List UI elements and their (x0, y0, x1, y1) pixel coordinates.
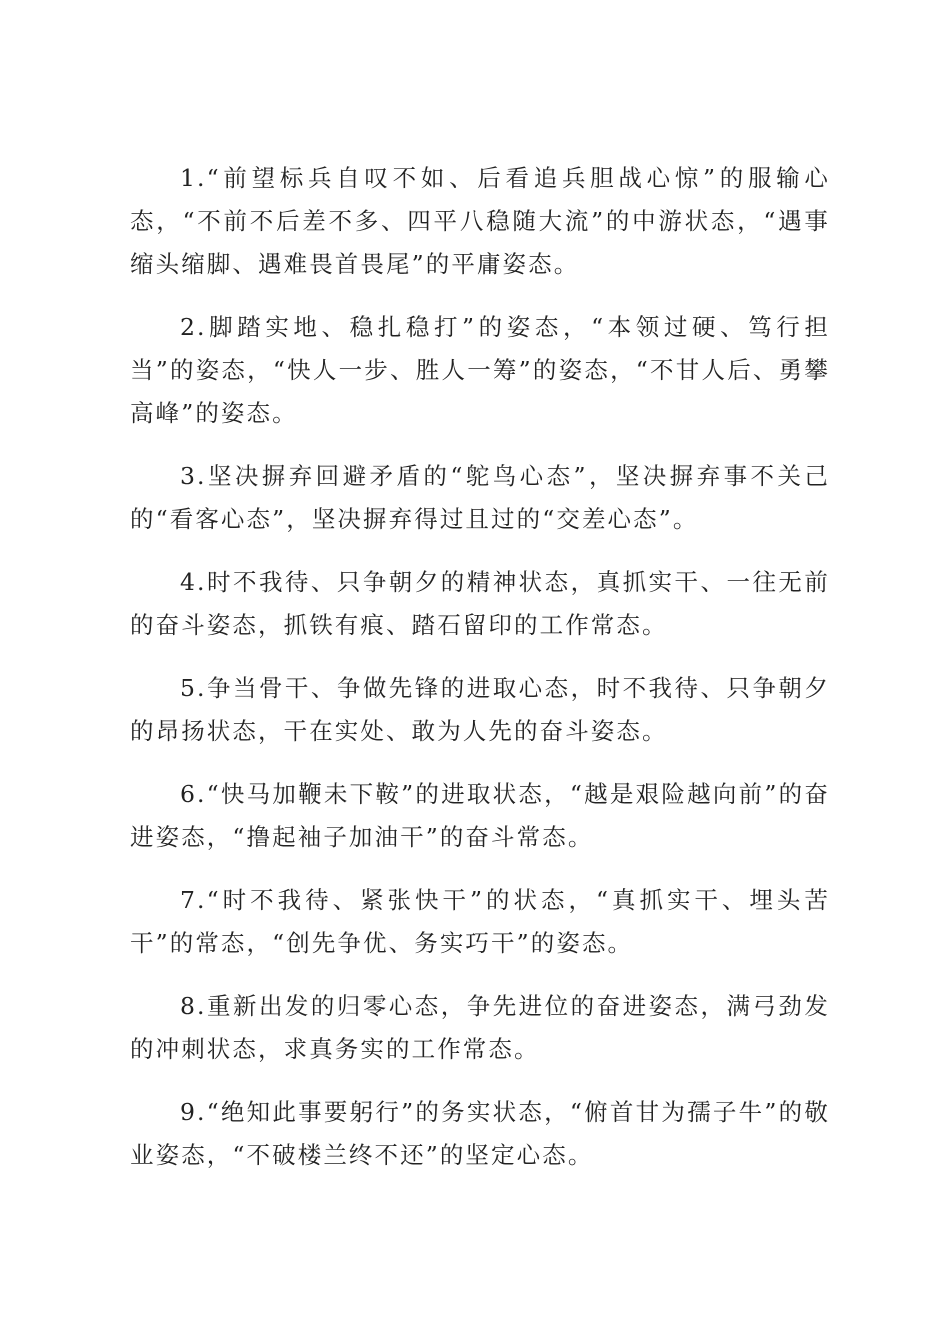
paragraph-1: 1.“前望标兵自叹不如、后看追兵胆战心惊”的服输心态，“不前不后差不多、四平八稳随大流”的中游状态，“遇事缩头缩脚、遇难畏首畏尾”的平庸姿态。 (130, 164, 830, 278)
paragraph-4: 4.时不我待、只争朝夕的精神状态，真抓实干、一往无前的奋斗姿态，抓铁有痕、踏石留印的工作常态。 (130, 568, 830, 639)
paragraph-5: 5.争当骨干、争做先锋的进取心态，时不我待、只争朝夕的昂扬状态，干在实处、敢为人先的奋斗姿态。 (130, 674, 830, 745)
paragraph-6: 6.“快马加鞭未下鞍”的进取状态，“越是艰险越向前”的奋进姿态，“撸起袖子加油干”的奋斗常态。 (130, 780, 830, 851)
paragraph-3: 3.坚决摒弃回避矛盾的“鸵鸟心态”，坚决摒弃事不关己的“看客心态”，坚决摒弃得过且过的“交差心态”。 (130, 462, 830, 533)
paragraph-7: 7.“时不我待、紧张快干”的状态，“真抓实干、埋头苦干”的常态，“创先争优、务实巧干”的姿态。 (130, 886, 830, 957)
document-body (130, 157, 830, 1197)
paragraph-2: 2.脚踏实地、稳扎稳打”的姿态，“本领过硬、笃行担当”的姿态，“快人一步、胜人一筹”的姿态，“不甘人后、勇攀高峰”的姿态。 (130, 313, 830, 427)
paragraph-8: 8.重新出发的归零心态，争先进位的奋进姿态，满弓劲发的冲刺状态，求真务实的工作常态。 (130, 992, 830, 1063)
paragraph-9: 9.“绝知此事要躬行”的务实状态，“俯首甘为孺子牛”的敬业姿态，“不破楼兰终不还”的坚定心态。 (130, 1098, 830, 1169)
